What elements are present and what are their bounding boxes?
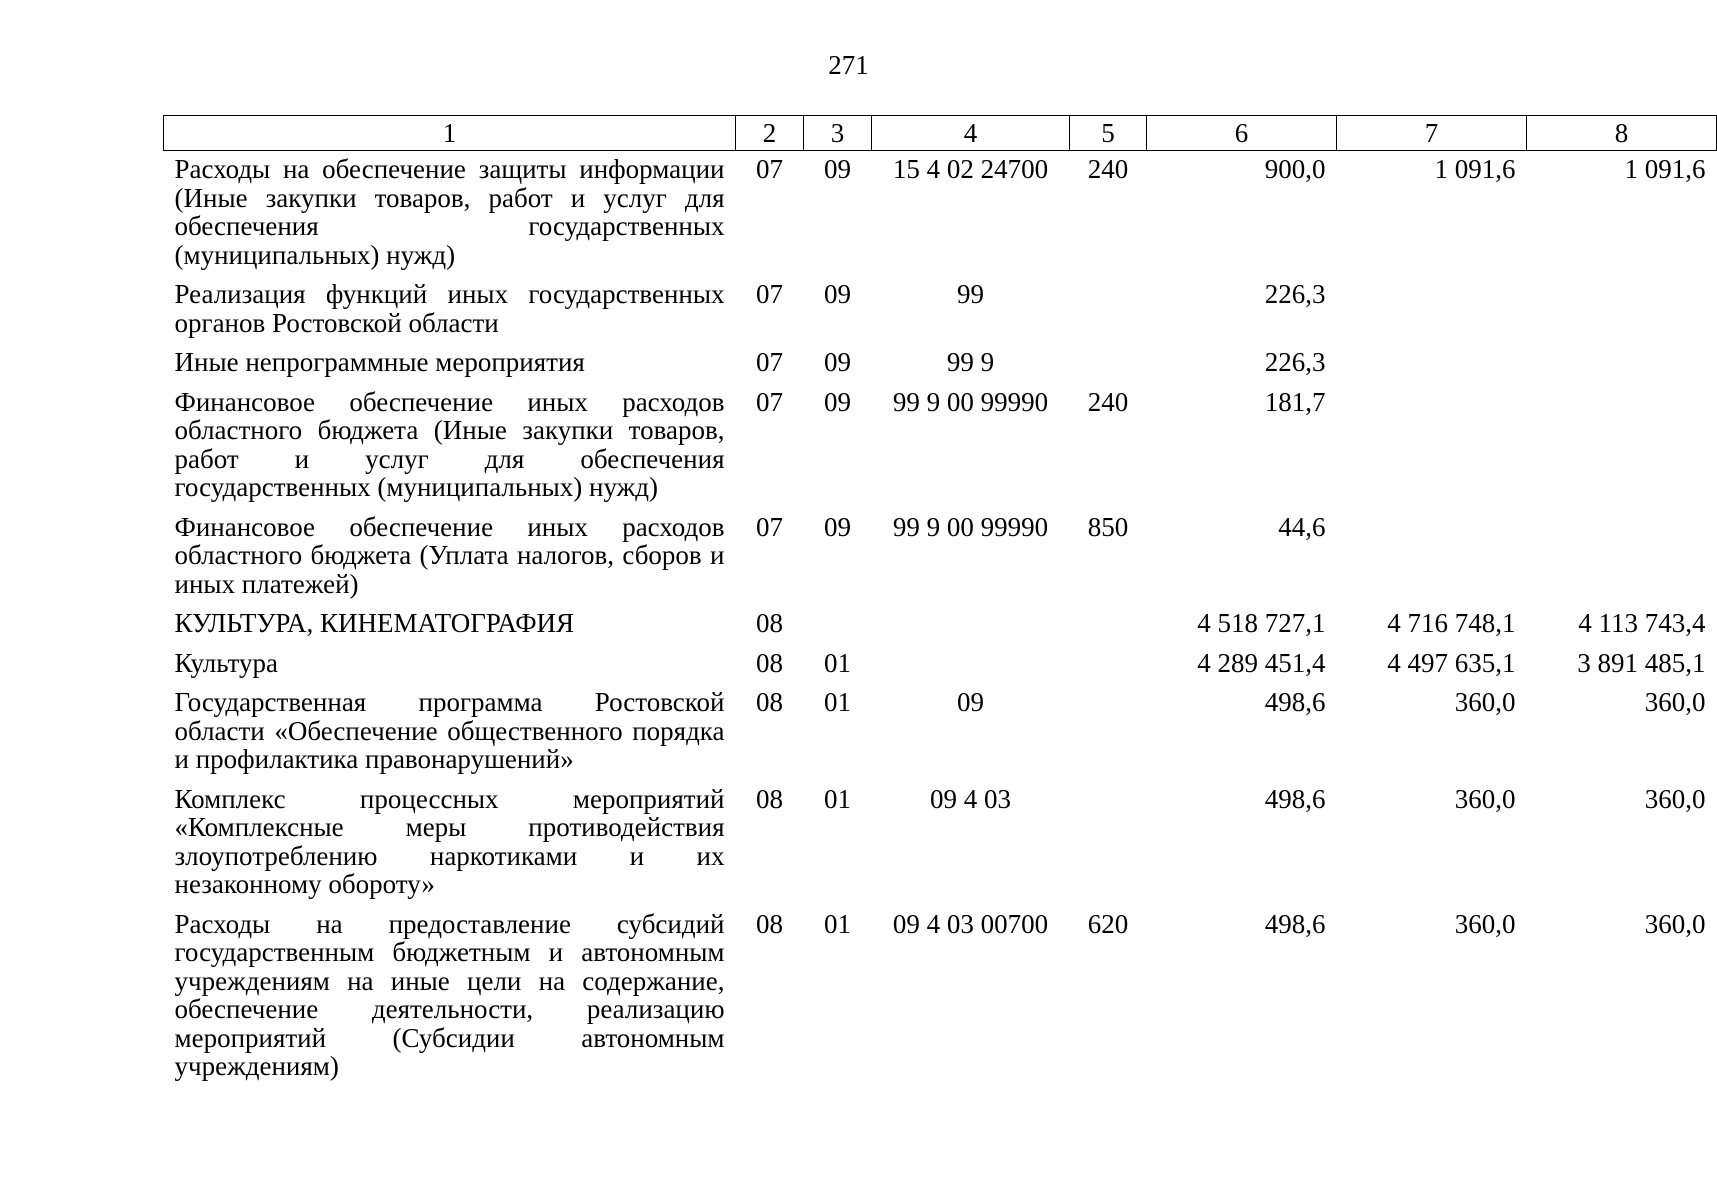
amount-year2-cell: 360,0	[1454, 687, 1516, 717]
row-name-cell: Расходы на обеспечение защиты информации (Иные закупки товаров, работ и услуг для обеспечения государственных (муниципальных) нужд)	[174, 154, 725, 270]
amount-year2-cell: 4 716 748,1	[1387, 608, 1516, 638]
amount-year1-cell: 44,6	[1278, 511, 1326, 542]
amount-year1-cell: 226,3	[1264, 347, 1326, 377]
header-cell-2: 2	[736, 116, 804, 151]
header-cell-3: 3	[804, 116, 872, 151]
amount-year2-cell	[1337, 348, 1527, 388]
amount-year2-cell	[1337, 388, 1527, 513]
amount-year2-cell	[1337, 280, 1527, 348]
amount-year2-cell: 360,0	[1454, 908, 1516, 939]
expense-type-cell: 620	[1087, 908, 1129, 939]
row-name-cell: Культура	[174, 647, 278, 678]
subsection-code-cell	[804, 609, 872, 649]
row-name-cell: Расходы на предоставление субсидий государственным бюджетным и автономным учреждениям на иные цели на содержание, обеспечение деятельности, реализацию мероприятий (Субсидии автономным учреждениям)	[174, 908, 725, 1081]
expense-type-cell: 850	[1087, 511, 1129, 542]
target-article-cell: 09	[957, 687, 984, 717]
header-row	[164, 116, 1717, 151]
target-article-cell	[872, 649, 1070, 689]
amount-year3-cell	[1527, 348, 1717, 388]
amount-year1-cell: 900,0	[1264, 154, 1326, 184]
amount-year3-cell	[1527, 280, 1717, 348]
page-number: 271	[828, 50, 869, 80]
amount-year1-cell: 498,6	[1264, 783, 1326, 814]
amount-year1-cell: 4 289 451,4	[1197, 647, 1326, 678]
target-article-cell: 99 9	[946, 347, 995, 377]
amount-year3-cell: 360,0	[1644, 687, 1706, 717]
header-cell-4: 4	[872, 116, 1070, 151]
subsection-code-cell: 01	[824, 687, 851, 717]
section-code-cell: 08	[756, 908, 783, 939]
subsection-code-cell: 09	[824, 154, 851, 184]
table-row	[164, 688, 1717, 785]
amount-year3-cell: 1 091,6	[1624, 154, 1706, 184]
target-article-cell: 99 9 00 99990	[892, 511, 1049, 542]
amount-year3-cell	[1527, 388, 1717, 513]
table-row	[164, 513, 1717, 610]
target-article-cell: 15 4 02 24700	[892, 154, 1049, 184]
subsection-code-cell: 01	[824, 908, 851, 939]
table-row	[164, 649, 1717, 689]
expense-type-cell	[1070, 280, 1147, 348]
row-name-cell: Реализация функций иных государственных органов Ростовской области	[174, 279, 725, 338]
table-row	[164, 348, 1717, 388]
expense-type-cell: 240	[1087, 386, 1129, 417]
header-cell-7: 7	[1337, 116, 1527, 151]
amount-year1-cell: 498,6	[1264, 687, 1326, 717]
amount-year3-cell: 360,0	[1644, 783, 1706, 814]
subsection-code-cell: 09	[824, 386, 851, 417]
expense-type-cell	[1070, 688, 1147, 785]
table-row	[164, 910, 1717, 1092]
target-article-cell: 99	[957, 279, 984, 309]
amount-year1-cell: 4 518 727,1	[1197, 608, 1326, 638]
row-name-cell: КУЛЬТУРА, КИНЕМАТОГРАФИЯ	[174, 608, 575, 638]
amount-year2-cell	[1337, 513, 1527, 610]
target-article-cell: 09 4 03 00700	[892, 908, 1049, 939]
amount-year1-cell: 181,7	[1264, 386, 1326, 417]
section-code-cell: 08	[756, 783, 783, 814]
expense-type-cell	[1070, 348, 1147, 388]
row-name-cell: Государственная программа Ростовской области «Обеспечение общественного порядка и профилактика правонарушений»	[174, 687, 725, 774]
row-name-cell: Иные непрограммные мероприятия	[174, 347, 585, 377]
amount-year2-cell: 4 497 635,1	[1387, 647, 1516, 678]
table-row	[164, 151, 1717, 281]
amount-year1-cell: 226,3	[1264, 279, 1326, 309]
section-code-cell: 07	[756, 279, 783, 309]
amount-year3-cell: 360,0	[1644, 908, 1706, 939]
header-cell-6: 6	[1147, 116, 1337, 151]
subsection-code-cell: 09	[824, 279, 851, 309]
table-row	[164, 280, 1717, 348]
header-cell-1: 1	[164, 116, 736, 151]
section-code-cell: 07	[756, 347, 783, 377]
header-cell-5: 5	[1070, 116, 1147, 151]
budget-table	[163, 115, 1717, 1092]
amount-year3-cell: 3 891 485,1	[1577, 647, 1706, 678]
target-article-cell: 99 9 00 99990	[892, 386, 1049, 417]
table-row	[164, 785, 1717, 910]
row-name-cell: Комплекс процессных мероприятий «Комплексные меры противодействия злоупотреблению наркотиками и их незаконному обороту»	[174, 783, 725, 899]
subsection-code-cell: 09	[824, 511, 851, 542]
expense-type-cell: 240	[1087, 154, 1129, 184]
amount-year3-cell	[1527, 513, 1717, 610]
subsection-code-cell: 01	[824, 647, 851, 678]
amount-year1-cell: 498,6	[1264, 908, 1326, 939]
subsection-code-cell: 01	[824, 783, 851, 814]
amount-year3-cell: 4 113 743,4	[1578, 608, 1706, 638]
section-code-cell: 08	[756, 687, 783, 717]
row-name-cell: Финансовое обеспечение иных расходов областного бюджета (Уплата налогов, сборов и иных платежей)	[174, 511, 725, 599]
target-article-cell	[872, 609, 1070, 649]
table-row	[164, 388, 1717, 513]
amount-year2-cell: 360,0	[1454, 783, 1516, 814]
amount-year2-cell: 1 091,6	[1434, 154, 1516, 184]
header-cell-8: 8	[1527, 116, 1717, 151]
section-code-cell: 07	[756, 386, 783, 417]
expense-type-cell	[1070, 785, 1147, 910]
target-article-cell: 09 4 03	[930, 783, 1011, 814]
expense-type-cell	[1070, 649, 1147, 689]
section-code-cell: 08	[756, 608, 783, 638]
section-code-cell: 07	[756, 511, 783, 542]
table-row	[164, 609, 1717, 649]
row-name-cell: Финансовое обеспечение иных расходов областного бюджета (Иные закупки товаров, работ и услуг для обеспечения государственных (муниципальных) нужд)	[174, 386, 725, 502]
subsection-code-cell: 09	[824, 347, 851, 377]
section-code-cell: 08	[756, 647, 783, 678]
section-code-cell: 07	[756, 154, 783, 184]
expense-type-cell	[1070, 609, 1147, 649]
